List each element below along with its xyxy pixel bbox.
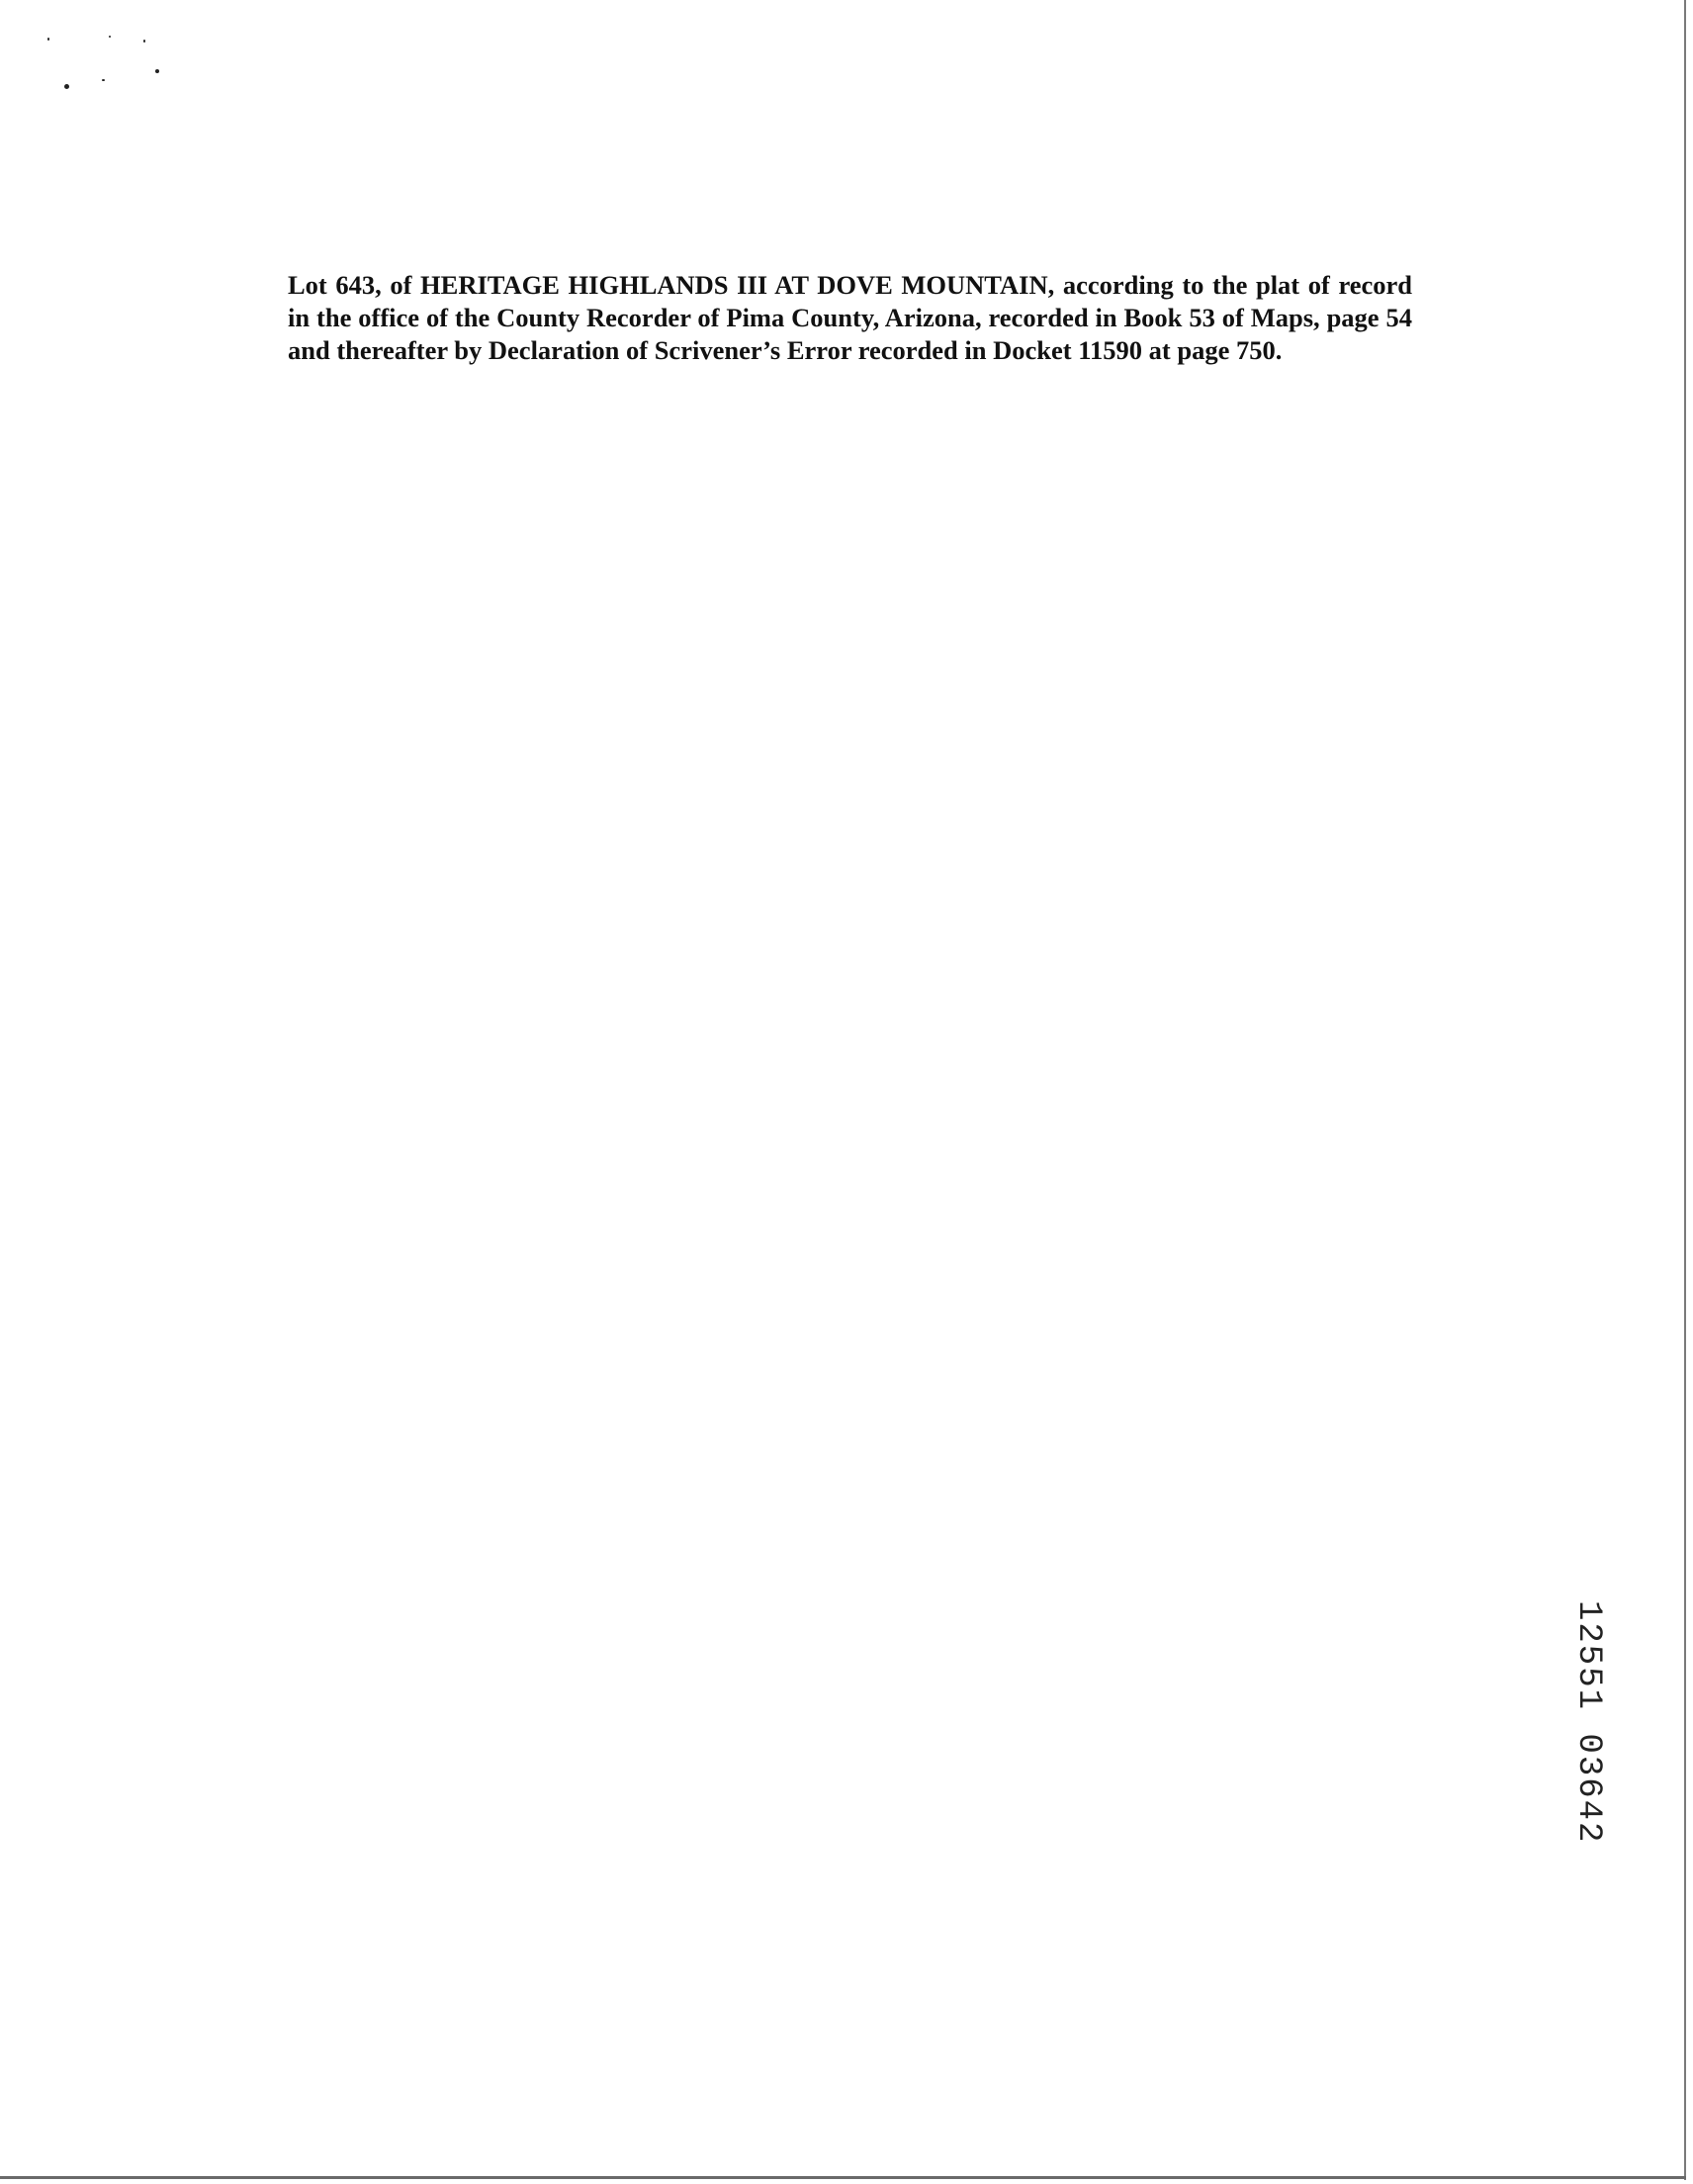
scan-speck (155, 69, 159, 73)
scan-speck (143, 40, 145, 43)
scan-speck (64, 84, 69, 89)
page-right-edge (1684, 0, 1686, 2180)
scan-speck (47, 38, 49, 41)
recording-stamp: 12551 03642 (1569, 1600, 1607, 1845)
page-bottom-edge (0, 2176, 1686, 2179)
scan-speck (109, 36, 111, 38)
legal-description: Lot 643, of HERITAGE HIGHLANDS III AT DOVE MOUNTAIN, according to the plat of record in the office of the County Recorder of Pima County, Arizona, recorded in Book 53 of Maps, page 54 and thereafter by Declaration of Scrivener’s Error recorded in Docket 11590 at page 750. (288, 269, 1412, 365)
scan-speck (102, 79, 105, 81)
